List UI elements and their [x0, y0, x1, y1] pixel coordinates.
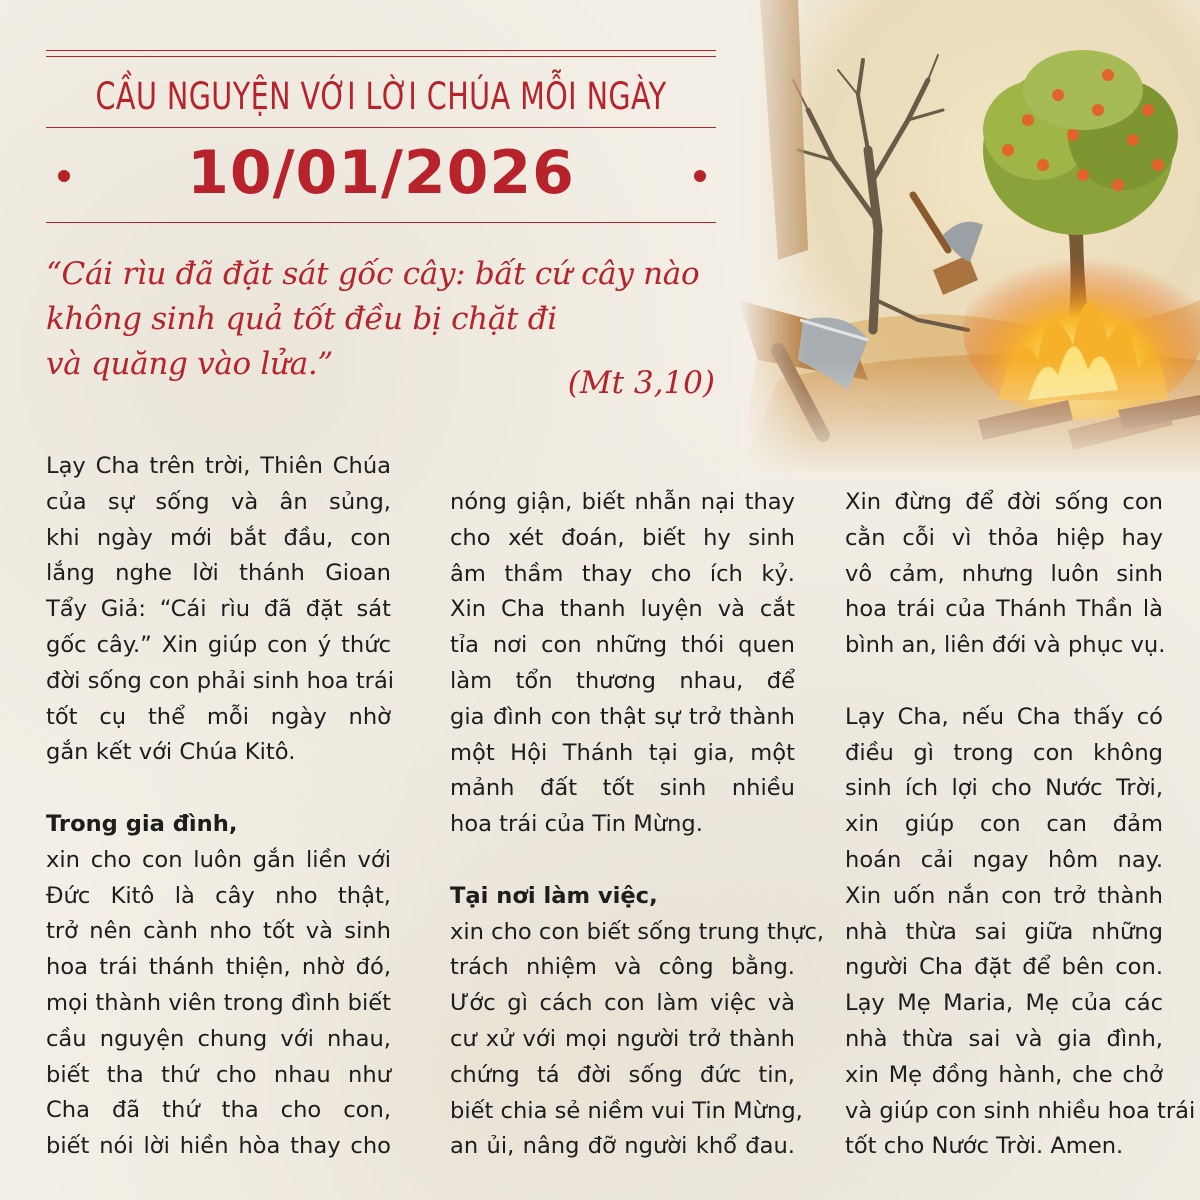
text-line: Xin đừng để đời sống con: [845, 489, 1163, 515]
text-line: đời sống con phải sinh hoa trái: [46, 667, 395, 694]
text-line: và giúp con sinh nhiều hoa trái: [845, 1097, 1196, 1124]
text-line: âm thầm thay cho ích kỷ.: [450, 560, 795, 587]
text-line: biết chia sẻ niềm vui Tin Mừng,: [450, 1097, 803, 1124]
text-line: cằn cỗi vì thỏa hiệp hay: [845, 524, 1163, 551]
text-line: Cha đã thứ tha cho con,: [46, 1097, 391, 1124]
text-line: sinh ích lợi cho Nước Trời,: [845, 775, 1163, 802]
text-line: Xin Cha thanh luyện và cắt: [450, 596, 795, 623]
text-line: tỉa nơi con những thói quen: [450, 632, 795, 659]
prayer-column-3: [845, 485, 1196, 1165]
text-line: trách nhiệm và công bằng.: [450, 954, 795, 981]
text-line: gắn kết với Chúa Kitô.: [46, 739, 296, 766]
text-line: xin giúp con can đảm: [845, 811, 1163, 838]
text-line: Tẩy Giả: “Cái rìu đã đặt sát: [46, 596, 391, 623]
text-line: làm tổn thương nhau, để: [450, 667, 795, 694]
illustration-svg: [738, 0, 1200, 480]
text-line: nóng giận, biết nhẫn nại thay: [450, 489, 795, 515]
quote-line: “Cái rìu đã đặt sát gốc cây: bất cứ cây nào: [46, 256, 700, 292]
text-line: cho xét đoán, biết hy sinh: [450, 524, 795, 551]
quote-line: và quăng vào lửa.”: [46, 346, 333, 382]
text-line: vô cảm, nhưng luôn sinh: [845, 560, 1163, 587]
section-heading-family: Trong gia đình,: [46, 810, 238, 837]
text-line: hoa trái của Tin Mừng.: [450, 811, 703, 838]
header-top-rule: [46, 50, 716, 51]
text-line: cầu nguyện chung với nhau,: [46, 1025, 391, 1052]
text-line: xin Mẹ đồng hành, che chở: [845, 1061, 1163, 1088]
illustration-axe-trees-fire: [738, 0, 1200, 480]
text-line: tốt cho Nước Trời. Amen.: [845, 1133, 1124, 1160]
header-title: CẦU NGUYỆN VỚI LỜI CHÚA MỖI NGÀY: [95, 75, 667, 118]
text-line: Đức Kitô là cây nho thật,: [46, 882, 391, 909]
quote-line: không sinh quả tốt đều bị chặt đi: [46, 301, 557, 337]
text-line: hoán cải ngay hôm nay.: [845, 846, 1163, 873]
text-line: mọi thành viên trong đình biết: [46, 989, 391, 1016]
prayer-column-2: [450, 485, 825, 1165]
bullet-dot-icon: [694, 170, 706, 182]
text-line: điều gì trong con không: [845, 739, 1163, 766]
header-bottom-rule: [46, 222, 716, 223]
text-line: Xin uốn nắn con trở thành: [845, 882, 1163, 909]
date: 10/01/2026: [187, 138, 575, 208]
text-line: biết nói lời hiền hòa thay cho: [46, 1133, 391, 1160]
text-line: bình an, liên đới và phục vụ.: [845, 632, 1166, 659]
text-line: an ủi, nâng đỡ người khổ đau.: [450, 1133, 795, 1160]
text-line: gốc cây.” Xin giúp con ý thức: [46, 631, 391, 658]
text-line: gia đình con thật sự trở thành: [450, 703, 795, 730]
text-line: hoa trái của Thánh Thần là: [845, 596, 1163, 623]
text-line: Lạy Cha, nếu Cha thấy có: [845, 703, 1163, 730]
text-line: người Cha đặt để bên con.: [845, 954, 1163, 981]
header-mid-rule: [46, 127, 716, 128]
text-line: mảnh đất tốt sinh nhiều: [450, 775, 795, 802]
text-line: trở nên cành nho tốt và sinh: [46, 918, 391, 945]
text-line: chứng tá đời sống đức tin,: [450, 1061, 795, 1088]
text-line: một Hội Thánh tại gia, một: [450, 739, 795, 766]
paragraph-gap: [450, 843, 795, 879]
scripture-reference: (Mt 3,10): [567, 365, 715, 401]
text-line: lắng nghe lời thánh Gioan: [46, 560, 391, 587]
section-heading-work: Tại nơi làm việc,: [450, 882, 658, 909]
text-line: Lạy Cha trên trời, Thiên Chúa: [46, 453, 391, 479]
paragraph-gap: [845, 664, 1163, 700]
paragraph-gap: [46, 771, 391, 807]
text-line: cư xử với mọi người trở thành: [450, 1025, 795, 1052]
text-line: Ước gì cách con làm việc và: [450, 990, 795, 1017]
text-line: khi ngày mới bắt đầu, con: [46, 524, 391, 551]
text-line: xin cho con luôn gắn liền với: [46, 846, 391, 873]
prayer-column-1: [46, 449, 395, 1165]
text-line: Lạy Mẹ Maria, Mẹ của các: [845, 990, 1163, 1017]
header-top-rule-inner: [46, 56, 716, 57]
text-line: biết tha thứ cho nhau như: [46, 1061, 391, 1088]
text-line: hoa trái thánh thiện, nhờ đó,: [46, 954, 391, 981]
text-line: của sự sống và ân sủng,: [46, 488, 391, 515]
text-line: xin cho con biết sống trung thực,: [450, 918, 825, 945]
text-line: tốt cụ thể mỗi ngày nhờ: [46, 703, 391, 730]
text-line: nhà thừa sai và gia đình,: [845, 1025, 1163, 1052]
text-line: nhà thừa sai giữa những: [845, 918, 1163, 945]
